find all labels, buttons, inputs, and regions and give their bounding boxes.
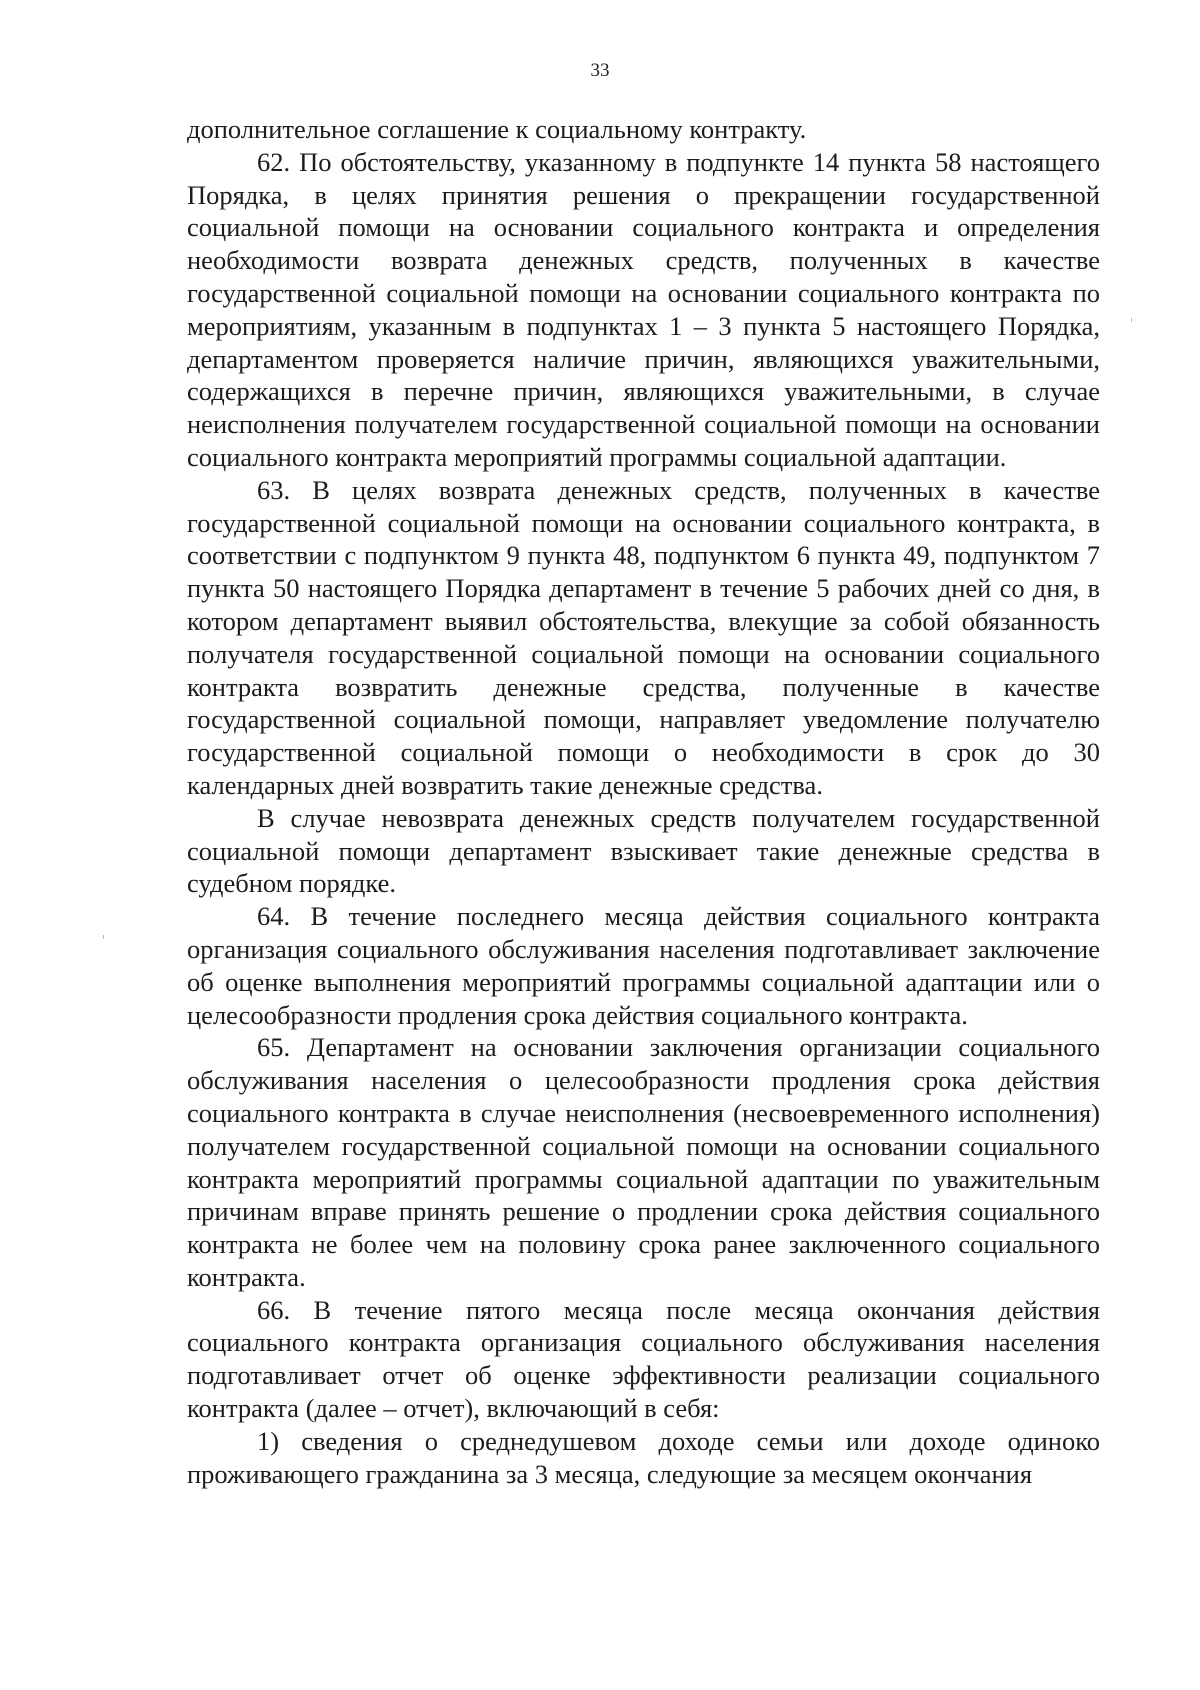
paragraph-63-continuation: В случае невозврата денежных средств получателем государственной социальной помощи департамент взыскивает такие денежные средства в судебном порядке. — [187, 802, 1100, 899]
scan-speck-right — [1131, 318, 1132, 322]
paragraph-continuation: дополнительное соглашение к социальному контракту. — [187, 114, 807, 144]
paragraph-66-item-1: 1) сведения о среднедушевом доходе семьи или доходе одиноко проживающего гражданина за 3 месяца, следующие за месяцем окончания — [187, 1425, 1100, 1489]
page-number: 33 — [590, 60, 610, 81]
scan-speck-left — [103, 935, 104, 939]
document-body — [187, 113, 1100, 1490]
paragraph-62: 62. По обстоятельству, указанному в подпункте 14 пункта 58 настоящего Порядка, в целях принятия решения о прекращении государственной социальной помощи на основании социального контракта и определения необходимости возврата денежных средств, полученных в качестве государственной социальной помощи на основании социального контракта по мероприятиям, указанным в подпунктах 1 – 3 пункта 5 настоящего Порядка, департаментом проверяется наличие причин, являющихся уважительными, содержащихся в перечне причин, являющихся уважительными, в случае неисполнения получателем государственной социальной помощи на основании социального контракта мероприятий программы социальной адаптации. — [187, 146, 1100, 472]
paragraph-66: 66. В течение пятого месяца после месяца окончания действия социального контракта организация социального обслуживания населения подготавливает отчет об оценке эффективности реализации социального контракта (далее – отчет), включающий в себя: — [187, 1294, 1100, 1424]
paragraph-64: 64. В течение последнего месяца действия социального контракта организация социального обслуживания населения подготавливает заключение об оценке выполнения мероприятий программы социальной адаптации или о целесообразности продления срока действия социального контракта. — [187, 901, 1100, 1030]
paragraph-63: 63. В целях возврата денежных средств, полученных в качестве государственной социальной помощи на основании социального контракта, в соответствии с подпунктом 9 пункта 48, подпунктом 6 пункта 49, подпунктом 7 пункта 50 настоящего Порядка департамент в течение 5 рабочих дней со дня, в котором департамент выявил обстоятельства, влекущие за собой обязанность получателя государственной социальной помощи на основании социального контракта возвратить денежные средства, полученные в качестве государственной социальной помощи, направляет уведомление получателю государственной социальной помощи о необходимости в срок до 30 календарных дней возвратить такие денежные средства. — [187, 474, 1100, 800]
paragraph-65: 65. Департамент на основании заключения организации социального обслуживания населения о целесообразности продления срока действия социального контракта в случае неисполнения (несвоевременного исполнения) получателем государственной социальной помощи на основании социального контракта мероприятий программы социальной адаптации по уважительным причинам вправе принять решение о продлении срока действия социального контракта не более чем на половину срока ранее заключенного социального контракта. — [187, 1032, 1100, 1292]
